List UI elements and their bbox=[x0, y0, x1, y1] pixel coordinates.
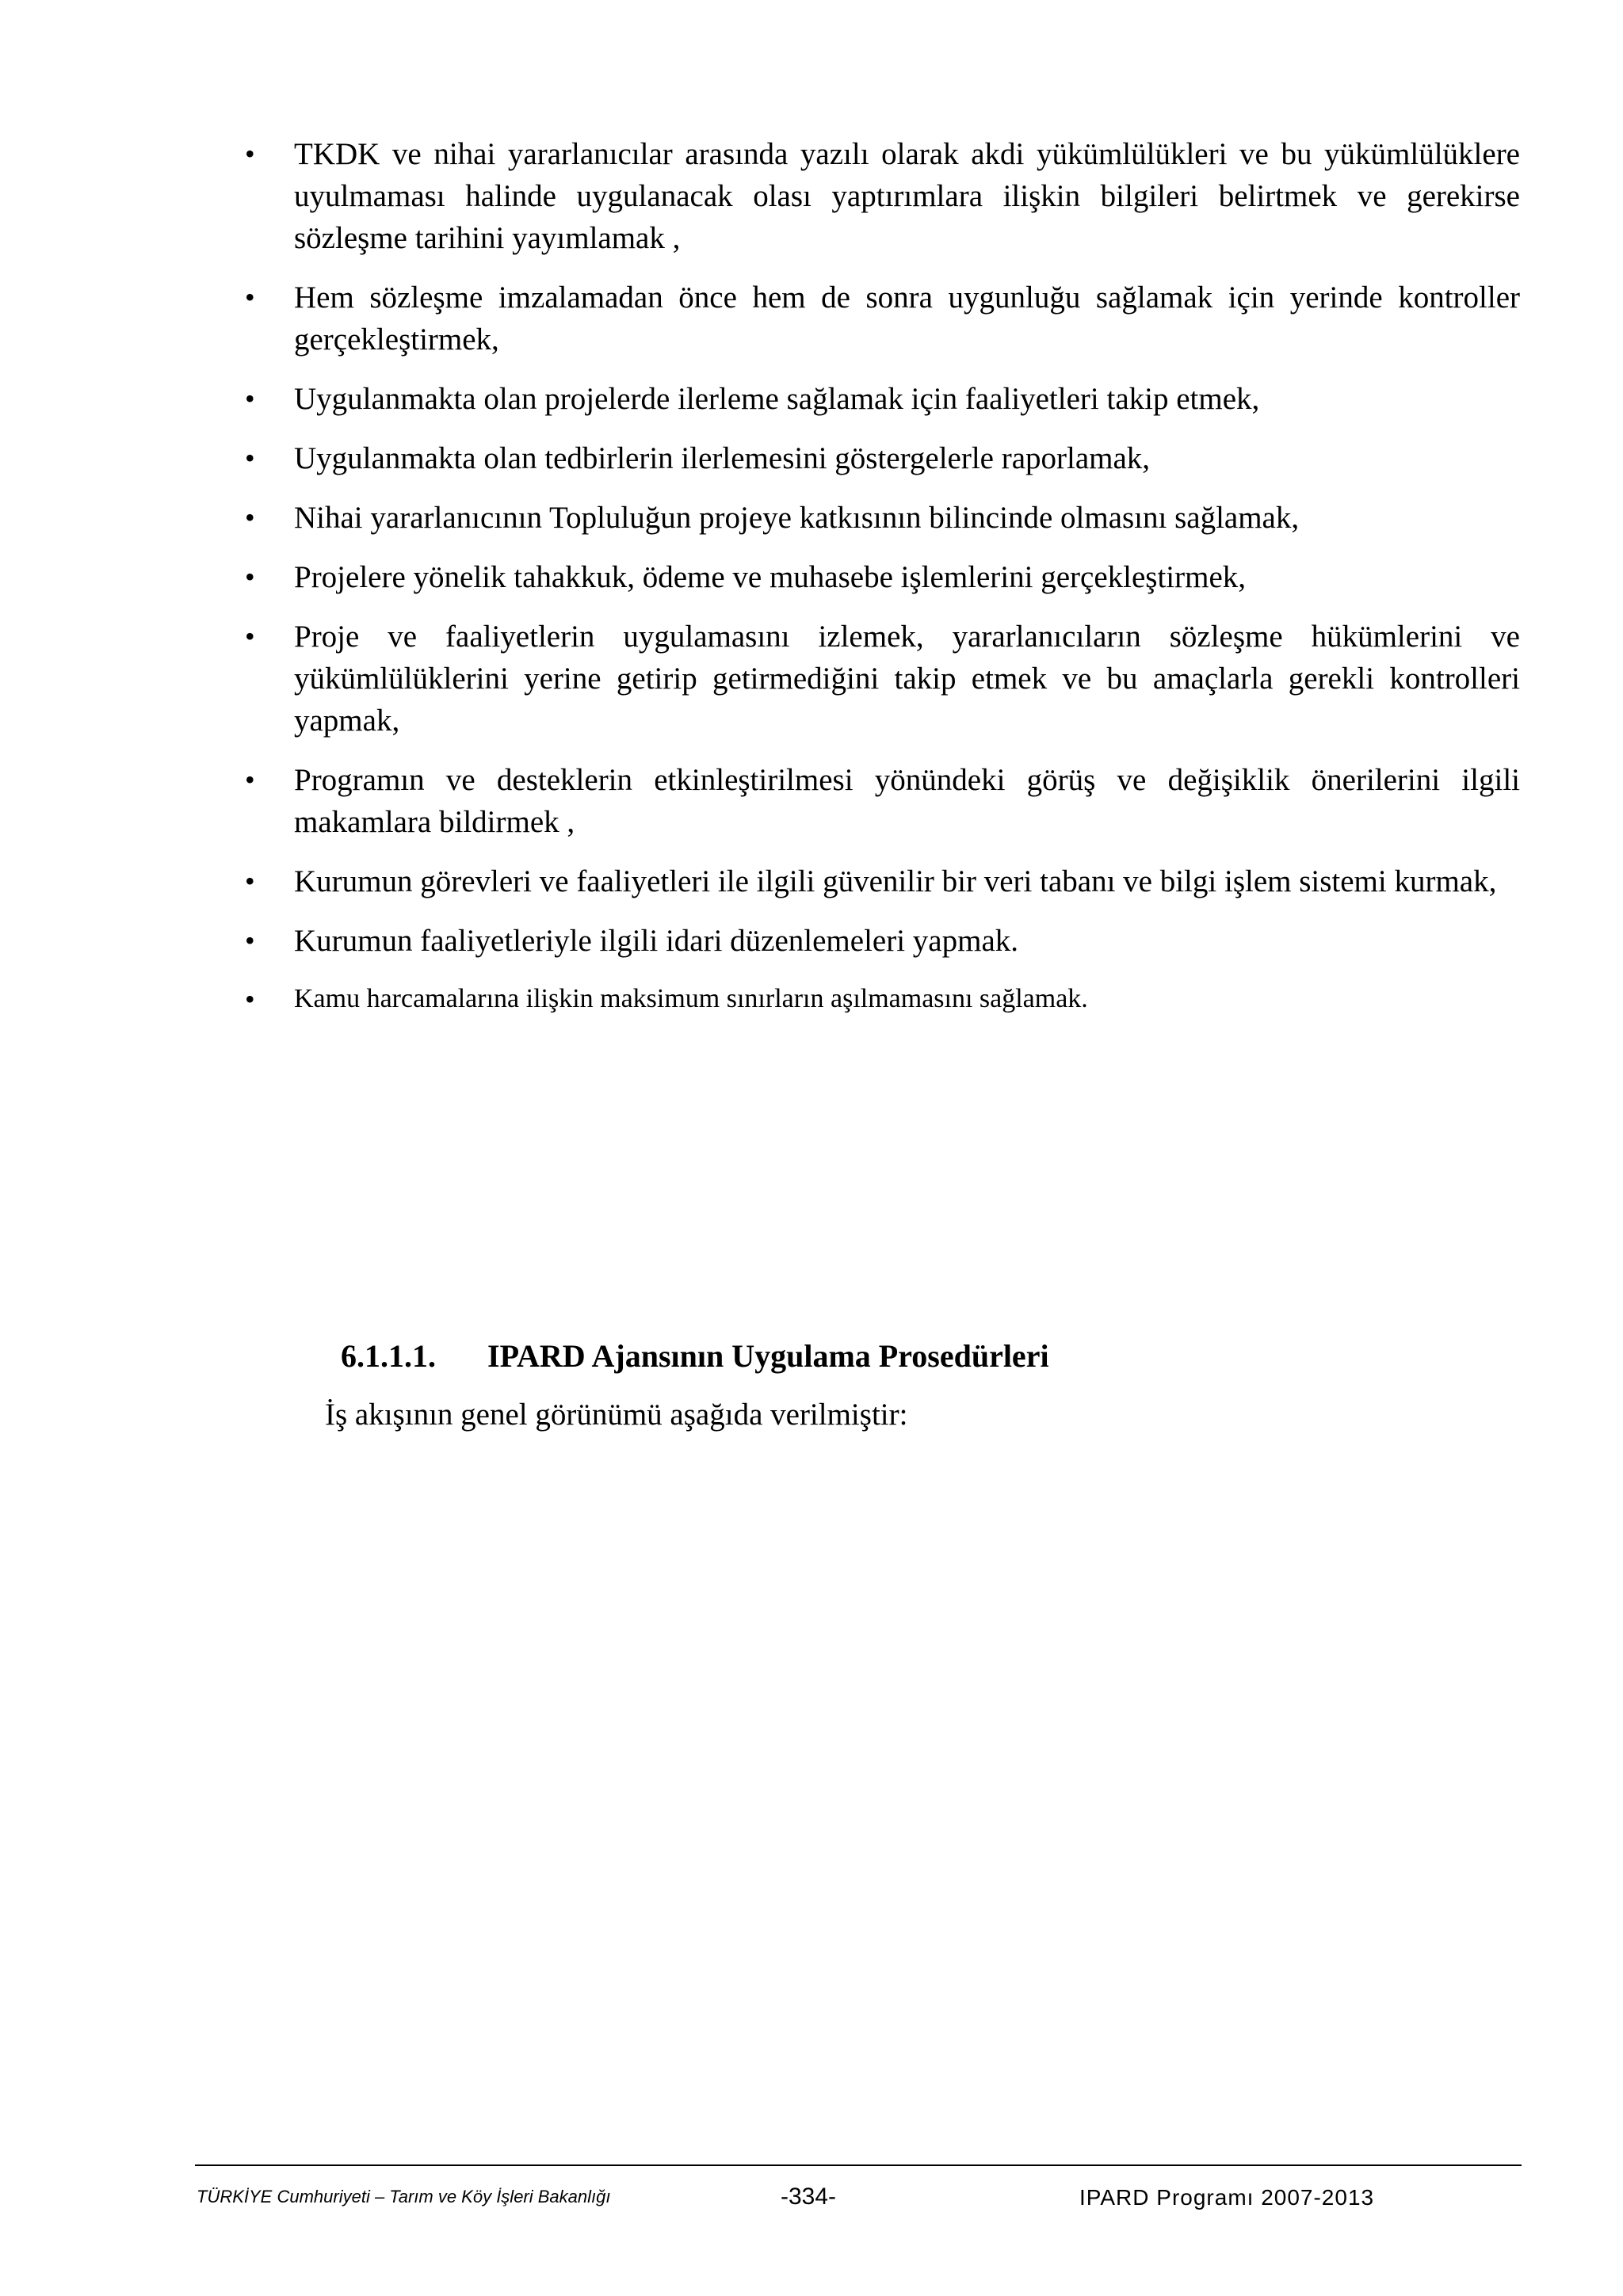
bullet-text: Kurumun faaliyetleriyle ilgili idari düzenlemeleri yapmak. bbox=[294, 924, 1019, 958]
list-item bbox=[197, 759, 1520, 843]
bullet-text: Kurumun görevleri ve faaliyetleri ile ilgili güvenilir bir veri tabanı ve bilgi işlem sistemi kurmak, bbox=[294, 864, 1497, 898]
bullet-icon: • bbox=[245, 442, 255, 474]
list-item bbox=[197, 616, 1520, 742]
bullet-text: Nihai yararlanıcının Topluluğun projeye katkısının bilincinde olmasını sağlamak, bbox=[294, 501, 1300, 535]
bullet-icon: • bbox=[245, 925, 255, 956]
bullet-text: Projelere yönelik tahakkuk, ödeme ve muhasebe işlemlerini gerçekleştirmek, bbox=[294, 560, 1247, 594]
bullet-text: Uygulanmakta olan tedbirlerin ilerlemesini göstergelerle raporlamak, bbox=[294, 441, 1151, 475]
bullet-icon: • bbox=[245, 620, 255, 652]
page-number: -334- bbox=[781, 2183, 837, 2210]
list-item bbox=[197, 437, 1520, 479]
bullet-icon: • bbox=[245, 764, 255, 795]
footer-divider bbox=[195, 2164, 1522, 2166]
list-item bbox=[197, 133, 1520, 259]
list-item bbox=[197, 497, 1520, 539]
section-intro: İş akışının genel görünümü aşağıda verilmiştir: bbox=[325, 1398, 908, 1432]
footer-program: IPARD Programı 2007-2013 bbox=[1079, 2185, 1375, 2210]
list-item bbox=[197, 556, 1520, 598]
bullet-icon: • bbox=[245, 865, 255, 897]
bullet-text: Hem sözleşme imzalamadan önce hem de sonra uygunluğu sağlamak için yerinde kontroller gerçekleştirmek, bbox=[294, 280, 1520, 357]
list-item bbox=[197, 277, 1520, 360]
bullet-icon: • bbox=[245, 502, 255, 533]
section-title: IPARD Ajansının Uygulama Prosedürleri bbox=[487, 1338, 1049, 1374]
bullet-icon: • bbox=[245, 561, 255, 593]
bullet-icon: • bbox=[245, 281, 255, 313]
section-number: 6.1.1.1. bbox=[341, 1338, 436, 1374]
bullet-icon: • bbox=[245, 138, 255, 170]
list-item bbox=[197, 979, 1520, 1019]
footer-ministry: TÜRKİYE Cumhuriyeti – Tarım ve Köy İşleri Bakanlığı bbox=[197, 2187, 611, 2206]
bullet-icon: • bbox=[245, 983, 255, 1015]
bullet-list bbox=[197, 133, 1520, 1036]
list-item bbox=[197, 860, 1520, 902]
list-item bbox=[197, 378, 1520, 420]
bullet-text: Programın ve desteklerin etkinleştirilmesi yönündeki görüş ve değişiklik önerilerini ilgili makamlara bildirmek , bbox=[294, 763, 1520, 839]
list-item bbox=[197, 920, 1520, 962]
bullet-icon: • bbox=[245, 383, 255, 414]
bullet-text: Uygulanmakta olan projelerde ilerleme sağlamak için faaliyetleri takip etmek, bbox=[294, 382, 1260, 416]
bullet-text: TKDK ve nihai yararlanıcılar arasında yazılı olarak akdi yükümlülükleri ve bu yükümlülüklere uyulmaması halinde uygulanacak olası yaptırımlara ilişkin bilgileri belirtmek ve gerekirse sözleşme tarihini yayımlamak , bbox=[294, 137, 1520, 255]
bullet-text: Proje ve faaliyetlerin uygulamasını izlemek, yararlanıcıların sözleşme hükümlerini ve yükümlülüklerini yerine getirip getirmediğini takip etmek ve bu amaçlarla gerekli kontrolleri yapmak, bbox=[294, 620, 1520, 738]
section-heading bbox=[341, 1337, 1049, 1375]
bullet-text: Kamu harcamalarına ilişkin maksimum sınırların aşılmamasını sağlamak. bbox=[294, 984, 1088, 1013]
